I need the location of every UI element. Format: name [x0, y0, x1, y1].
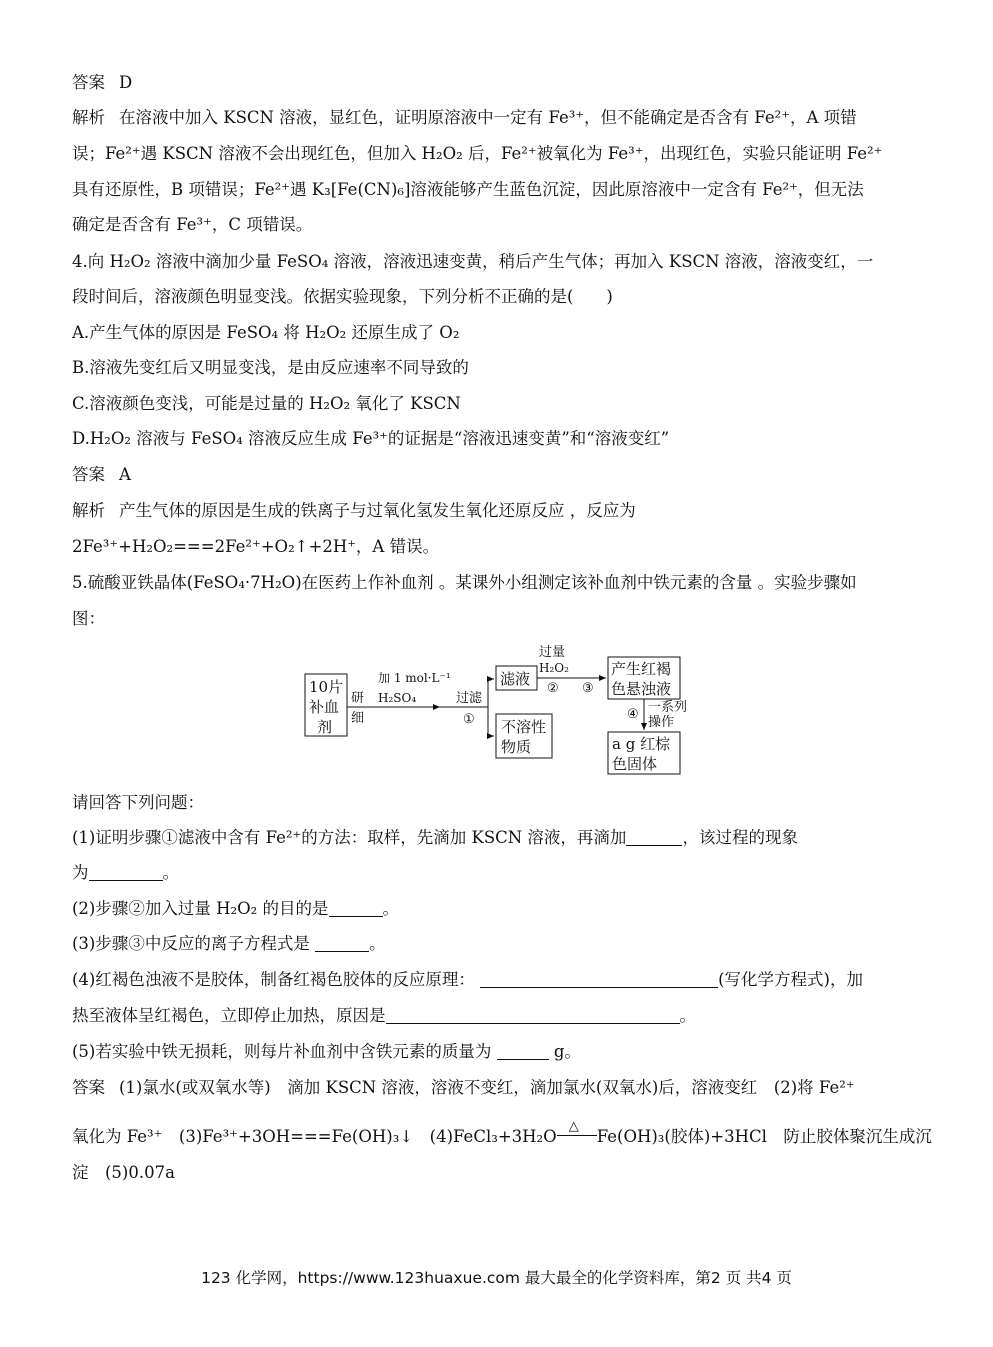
- answer-value: A: [119, 465, 131, 484]
- solid-label-2: 色固体: [612, 755, 658, 773]
- q4-answer: [72, 464, 131, 486]
- q3-analysis-line-3: 具有还原性，B 项错误；Fe²⁺遇 K₃[Fe(CN)₆]溶液能够产生蓝色沉淀，因此原溶液中一定含有 Fe²⁺，但无法: [72, 180, 864, 199]
- experiment-flowchart: [302, 640, 702, 780]
- insoluble-label-2: 物质: [501, 738, 532, 756]
- turbid-label-1: 产生红褐: [611, 660, 672, 678]
- analysis-text: 在溶液中加入 KSCN 溶液，显红色，证明原溶液中一定有 Fe³⁺，但不能确定是否含有 Fe²⁺，A 项错: [119, 108, 857, 127]
- q4-option-d: D.H₂O₂ 溶液与 FeSO₄ 溶液反应生成 Fe³⁺的证据是“溶液迅速变黄”和“溶液变红”: [72, 429, 670, 448]
- analysis-label: 解析: [72, 108, 105, 127]
- excess-label: 过量: [539, 645, 566, 660]
- q4-stem-line-1: 4.向 H₂O₂ 溶液中滴加少量 FeSO₄ 溶液，溶液迅速变黄，稍后产生气体；再加入 KSCN 溶液，溶液变红，一: [72, 252, 874, 271]
- sub4-text-3: 热至液体呈红褐色，立即停止加热，原因是: [72, 1006, 386, 1025]
- sub4-text: (4)红褐色浊液不是胶体，制备红褐色胶体的反应原理：: [72, 970, 475, 989]
- answer-text-2: 氧化为 Fe³⁺ (3)Fe³⁺+3OH===Fe(OH)₃↓ (4)FeCl₃+3H₂O: [72, 1127, 557, 1146]
- step2-label: ②: [547, 681, 559, 696]
- q5-answer-line-3: 淀 (5)0.07a: [72, 1163, 175, 1182]
- q3-analysis-line-2: 误；Fe²⁺遇 KSCN 溶液不会出现红色，但加入 H₂O₂ 后，Fe²⁺被氧化为 Fe³⁺，出现红色，实验只能证明 Fe²⁺: [72, 144, 883, 163]
- q5-sub1-line-2: [72, 862, 179, 884]
- answer-text: (1)氯水(或双氧水等) 滴加 KSCN 溶液，溶液不变红，滴加氯水(双氧水)后，溶液变红 (2)将 Fe²⁺: [119, 1078, 855, 1097]
- q5-sub1-line-1: [72, 827, 798, 849]
- insoluble-label-1: 不溶性: [501, 718, 547, 736]
- q4-analysis-line-1: [72, 500, 636, 522]
- q4-option-b: B.溶液先变红后又明显变浅，是由反应速率不同导致的: [72, 358, 469, 377]
- filter-label: 过滤: [456, 691, 483, 706]
- blank-3[interactable]: [329, 900, 383, 917]
- sub5-text: (5)若实验中铁无损耗，则每片补血剂中含铁元素的质量为: [72, 1042, 492, 1061]
- q5-stem-line-1: 5.硫酸亚铁晶体(FeSO₄·7H₂O)在医药上作补血剂 。某课外小组测定该补血剂中铁元素的含量 。实验步骤如: [72, 573, 857, 592]
- page-footer: 123 化学网，https://www.123huaxue.com 最大最全的化学资料库，第2 页 共4 页: [201, 1269, 792, 1287]
- q5-stem-line-2: 图：: [72, 609, 105, 628]
- answer-label: 答案: [72, 73, 105, 92]
- h2o2-label: H₂O₂: [539, 661, 569, 675]
- q5-sub2: [72, 898, 399, 920]
- sub1-text-4: 。: [162, 863, 179, 882]
- solid-label-1: a g 红棕: [612, 735, 671, 753]
- sub1-text: (1)证明步骤①滤液中含有 Fe²⁺的方法：取样，先滴加 KSCN 溶液，再滴加: [72, 828, 627, 847]
- grind-label-2: 细: [351, 711, 365, 726]
- blank-1[interactable]: [626, 829, 682, 846]
- series-label-2: 操作: [648, 715, 675, 730]
- start-label-2: 补血: [309, 698, 340, 716]
- blank-5[interactable]: [480, 971, 718, 988]
- q5-sub3: [72, 933, 386, 955]
- answer-value: D: [119, 73, 133, 92]
- q4-option-c: C.溶液颜色变浅，可能是过量的 H₂O₂ 氧化了 KSCN: [72, 394, 461, 413]
- sub2-text: (2)步骤②加入过量 H₂O₂ 的目的是: [72, 899, 329, 918]
- blank-6[interactable]: [386, 1007, 680, 1024]
- analysis-text: 产生气体的原因是生成的铁离子与过氧化氢发生氧化还原反应 ，反应为: [119, 501, 636, 520]
- sub1-text-3: 为: [72, 863, 89, 882]
- sub3-text-2: 。: [369, 934, 386, 953]
- q3-analysis-line-4: 确定是否含有 Fe³⁺，C 项错误。: [72, 215, 313, 234]
- q4-analysis-line-2: 2Fe³⁺+H₂O₂===2Fe²⁺+O₂↑+2H⁺，A 错误。: [72, 537, 440, 556]
- blank-4[interactable]: [315, 935, 369, 952]
- step4-label: ④: [627, 707, 639, 722]
- q4-option-a: A.产生气体的原因是 FeSO₄ 将 H₂O₂ 还原生成了 O₂: [72, 323, 460, 342]
- analysis-label: 解析: [72, 501, 105, 520]
- q5-answer-line-1: [72, 1077, 855, 1099]
- q5-answer-line-2: [72, 1119, 932, 1148]
- delta-symbol: △: [568, 1119, 579, 1134]
- sub5-text-2: g。: [553, 1042, 581, 1061]
- q4-stem-line-2: 段时间后，溶液颜色明显变浅。依据实验现象，下列分析不正确的是( ): [72, 287, 613, 306]
- blank-7[interactable]: [497, 1043, 549, 1060]
- q5-sub5: [72, 1041, 581, 1063]
- blank-2[interactable]: [89, 864, 163, 881]
- step3-label: ③: [582, 681, 594, 696]
- q5-sub4-line-1: [72, 969, 863, 991]
- heat-condition: [557, 1119, 597, 1148]
- q3-answer: [72, 72, 132, 94]
- sub2-text-2: 。: [382, 899, 400, 918]
- sub1-text-2: ，该过程的现象: [682, 828, 798, 847]
- q5-sub4-line-2: [72, 1005, 696, 1027]
- answer-text-3: Fe(OH)₃(胶体)+3HCl 防止胶体聚沉生成沉: [596, 1127, 932, 1146]
- reagent-label-1: 加 1 mol·L⁻¹: [378, 671, 451, 685]
- step1-label: ①: [463, 712, 475, 727]
- answer-label: 答案: [72, 465, 105, 484]
- turbid-label-2: 色悬浊液: [611, 680, 672, 698]
- start-label-3: 剂: [317, 718, 333, 736]
- q3-analysis-line-1: [72, 107, 857, 129]
- sub3-text: (3)步骤③中反应的离子方程式是: [72, 934, 310, 953]
- filtrate-label: 滤液: [500, 670, 531, 688]
- sub4-text-4: 。: [679, 1006, 696, 1025]
- reagent-label-2: H₂SO₄: [378, 691, 417, 705]
- series-label-1: 一系列: [648, 700, 688, 715]
- grind-label-1: 研: [351, 691, 365, 706]
- answer-label: 答案: [72, 1078, 105, 1097]
- q5-prompt: 请回答下列问题：: [72, 793, 204, 812]
- start-label-1: 10片: [309, 678, 344, 696]
- sub4-text-2: (写化学方程式)，加: [718, 970, 863, 989]
